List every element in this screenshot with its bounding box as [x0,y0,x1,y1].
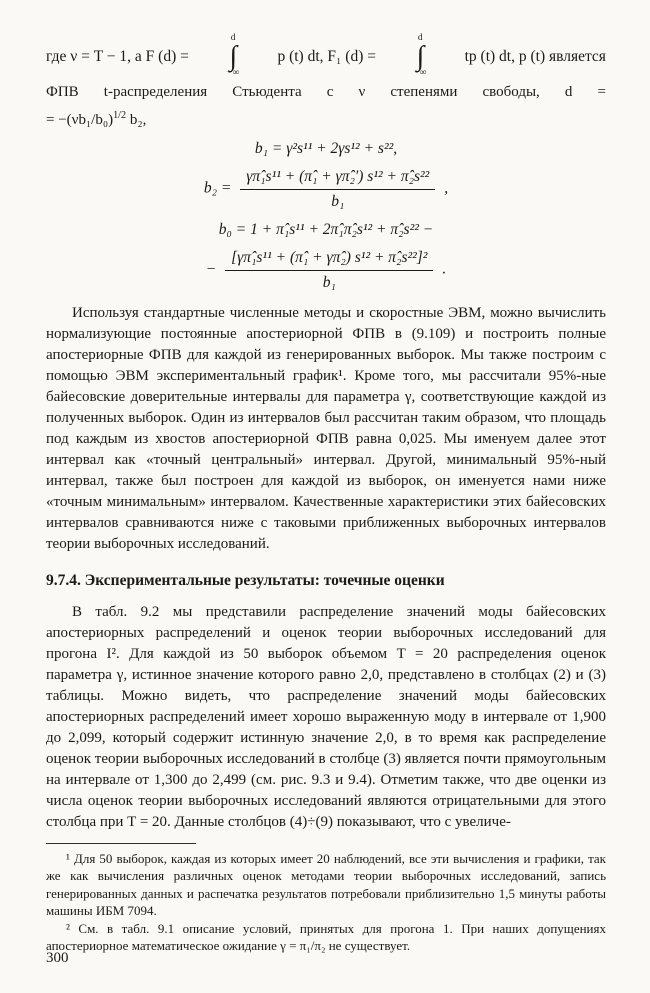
equation-b2-lhs: b₂ = [203,179,232,197]
fraction-denominator: b₁ [322,273,336,291]
equation-b0-line2 [46,247,606,293]
fraction-numerator: [γπ̂₁s¹¹ + (π̂₁ + γπ̂₂) s¹² + π̂₂s²²]² [225,247,433,271]
integral-f1 [412,34,428,79]
integral-upper-limit: d [230,33,236,43]
section-heading: 9.7.4. Экспериментальные результаты: точечные оценки [46,571,445,589]
equation-b0-line1-text: b₀ = 1 + π̂₁s¹¹ + 2π̂₁π̂₂s¹² + π̂₂s²² − [218,220,434,238]
intro-text-a: где ν = T − 1, а F (d) = [46,47,189,65]
intro-text-b: p (t) dt, F₁ (d) = [277,47,376,65]
intro-text-c: tp (t) dt, p (t) является [464,47,606,65]
equation-b2 [46,166,606,212]
intro-line-3 [46,105,606,131]
equation-b2-tail: , [444,179,449,197]
integral-upper-limit: d [417,33,423,43]
equation-b0-line1 [46,219,606,240]
intro-line3-pre: = −(νb₁/b₀) [46,111,114,128]
footnote-1: ¹ Для 50 выборок, каждая из которых имеет 20 наблюдений, все эти вычисления и графики, так же как вычисления различных оценок методами теории выборочных исследований, запись генерированных данных и распечатка результатов потребовали приблизительно 1,5 минуты работы машины ИБМ 7094. [46,850,606,919]
footnote-2: ² См. в табл. 9.1 описание условий, принятых для прогона 1. При наших допущениях апостериорное математическое ожидание γ = π₁/π₂ не существует. [46,920,606,954]
fraction [240,166,435,212]
intro-line3-post: b₂, [126,111,147,128]
intro-line-2: ФПВ t-распределения Стьюдента с ν степенями свободы, d = [46,83,606,100]
page-number: 300 [46,950,69,966]
equation-b0-minus: − [205,260,217,278]
intro-math-paragraph [46,34,606,131]
paragraph-experimental-results: В табл. 9.2 мы представили распределение значений моды байесовских апостериорных распределений и оценок теории выборочных исследований для прогона I². Для каждой из 50 выборок объемом T = 20 распределения оценок параметра γ, истинное значение которого равно 2,0, представлено в столбцах (2) и (3) таблицы. Можно видеть, что распределение значений моды байесовских апостериорных распределений имеет хорошо выраженную моду в интервале от 1,900 до 2,099, который содержит истинную значение 2,0, в то время как распределение оценок теории выборочных исследований в столбце (3) является почти прямоугольным на интервале от 1,300 до 2,499 (см. рис. 9.3 и 9.4). Отметим также, что две оценки из числа оценок теории выборочных исследований являются отрицательными для этого столбца при T = 20. Данные столбцов (4)÷(9) показывают, что с увеличе- [46,603,606,830]
integral-sign: ∫ [229,40,237,72]
equation-b0-tail: . [442,260,447,278]
exponent-one-half: 1/2 [113,109,127,121]
integral-f [225,34,241,79]
equation-b1-text: b₁ = γ²s¹¹ + 2γs¹² + s²², [254,139,398,157]
fraction-denominator: b₁ [331,192,345,210]
equation-b1 [46,138,606,159]
paragraph-bayes-intervals: Используя стандартные численные методы и скоростные ЭВМ, можно вычислить нормализующие постоянные апостериорной ФПВ в (9.109) и построить полные апостериорные ФПВ для каждой из генерированных выборок. Мы также построим с помощью ЭВМ экспериментальный график¹. Кроме того, мы рассчитали 95%-ные байесовские доверительные интервалы для параметра γ, соответствующие каждой из полученных выборок. Один из интервалов был рассчитан таким образом, что площадь под каждым из хвостов апостериорной ФПВ равна 0,025. Мы именуем далее этот интервал как «точный центральный» интервал. Другой, минимальный 95%-ный интервал, также был построен для каждой из выборок, он именуется нами ниже «точным минимальным» интервалом. Качественные характеристики этих байесовских интервалов сравниваются ниже с таковыми приближенных выборочных интервалов теории выборочных исследований. [46,304,606,552]
integral-lower-limit: −∞ [414,68,427,79]
footnote-separator [46,843,196,844]
intro-line-1 [46,34,606,79]
equation-block [46,138,606,293]
integral-sign: ∫ [416,40,425,72]
fraction-numerator: γπ̂₁s¹¹ + (π̂₁ + γπ̂₂′) s¹² + π̂₂s²² [240,166,435,190]
integral-lower-limit: −∞ [227,68,240,79]
fraction [225,247,433,293]
